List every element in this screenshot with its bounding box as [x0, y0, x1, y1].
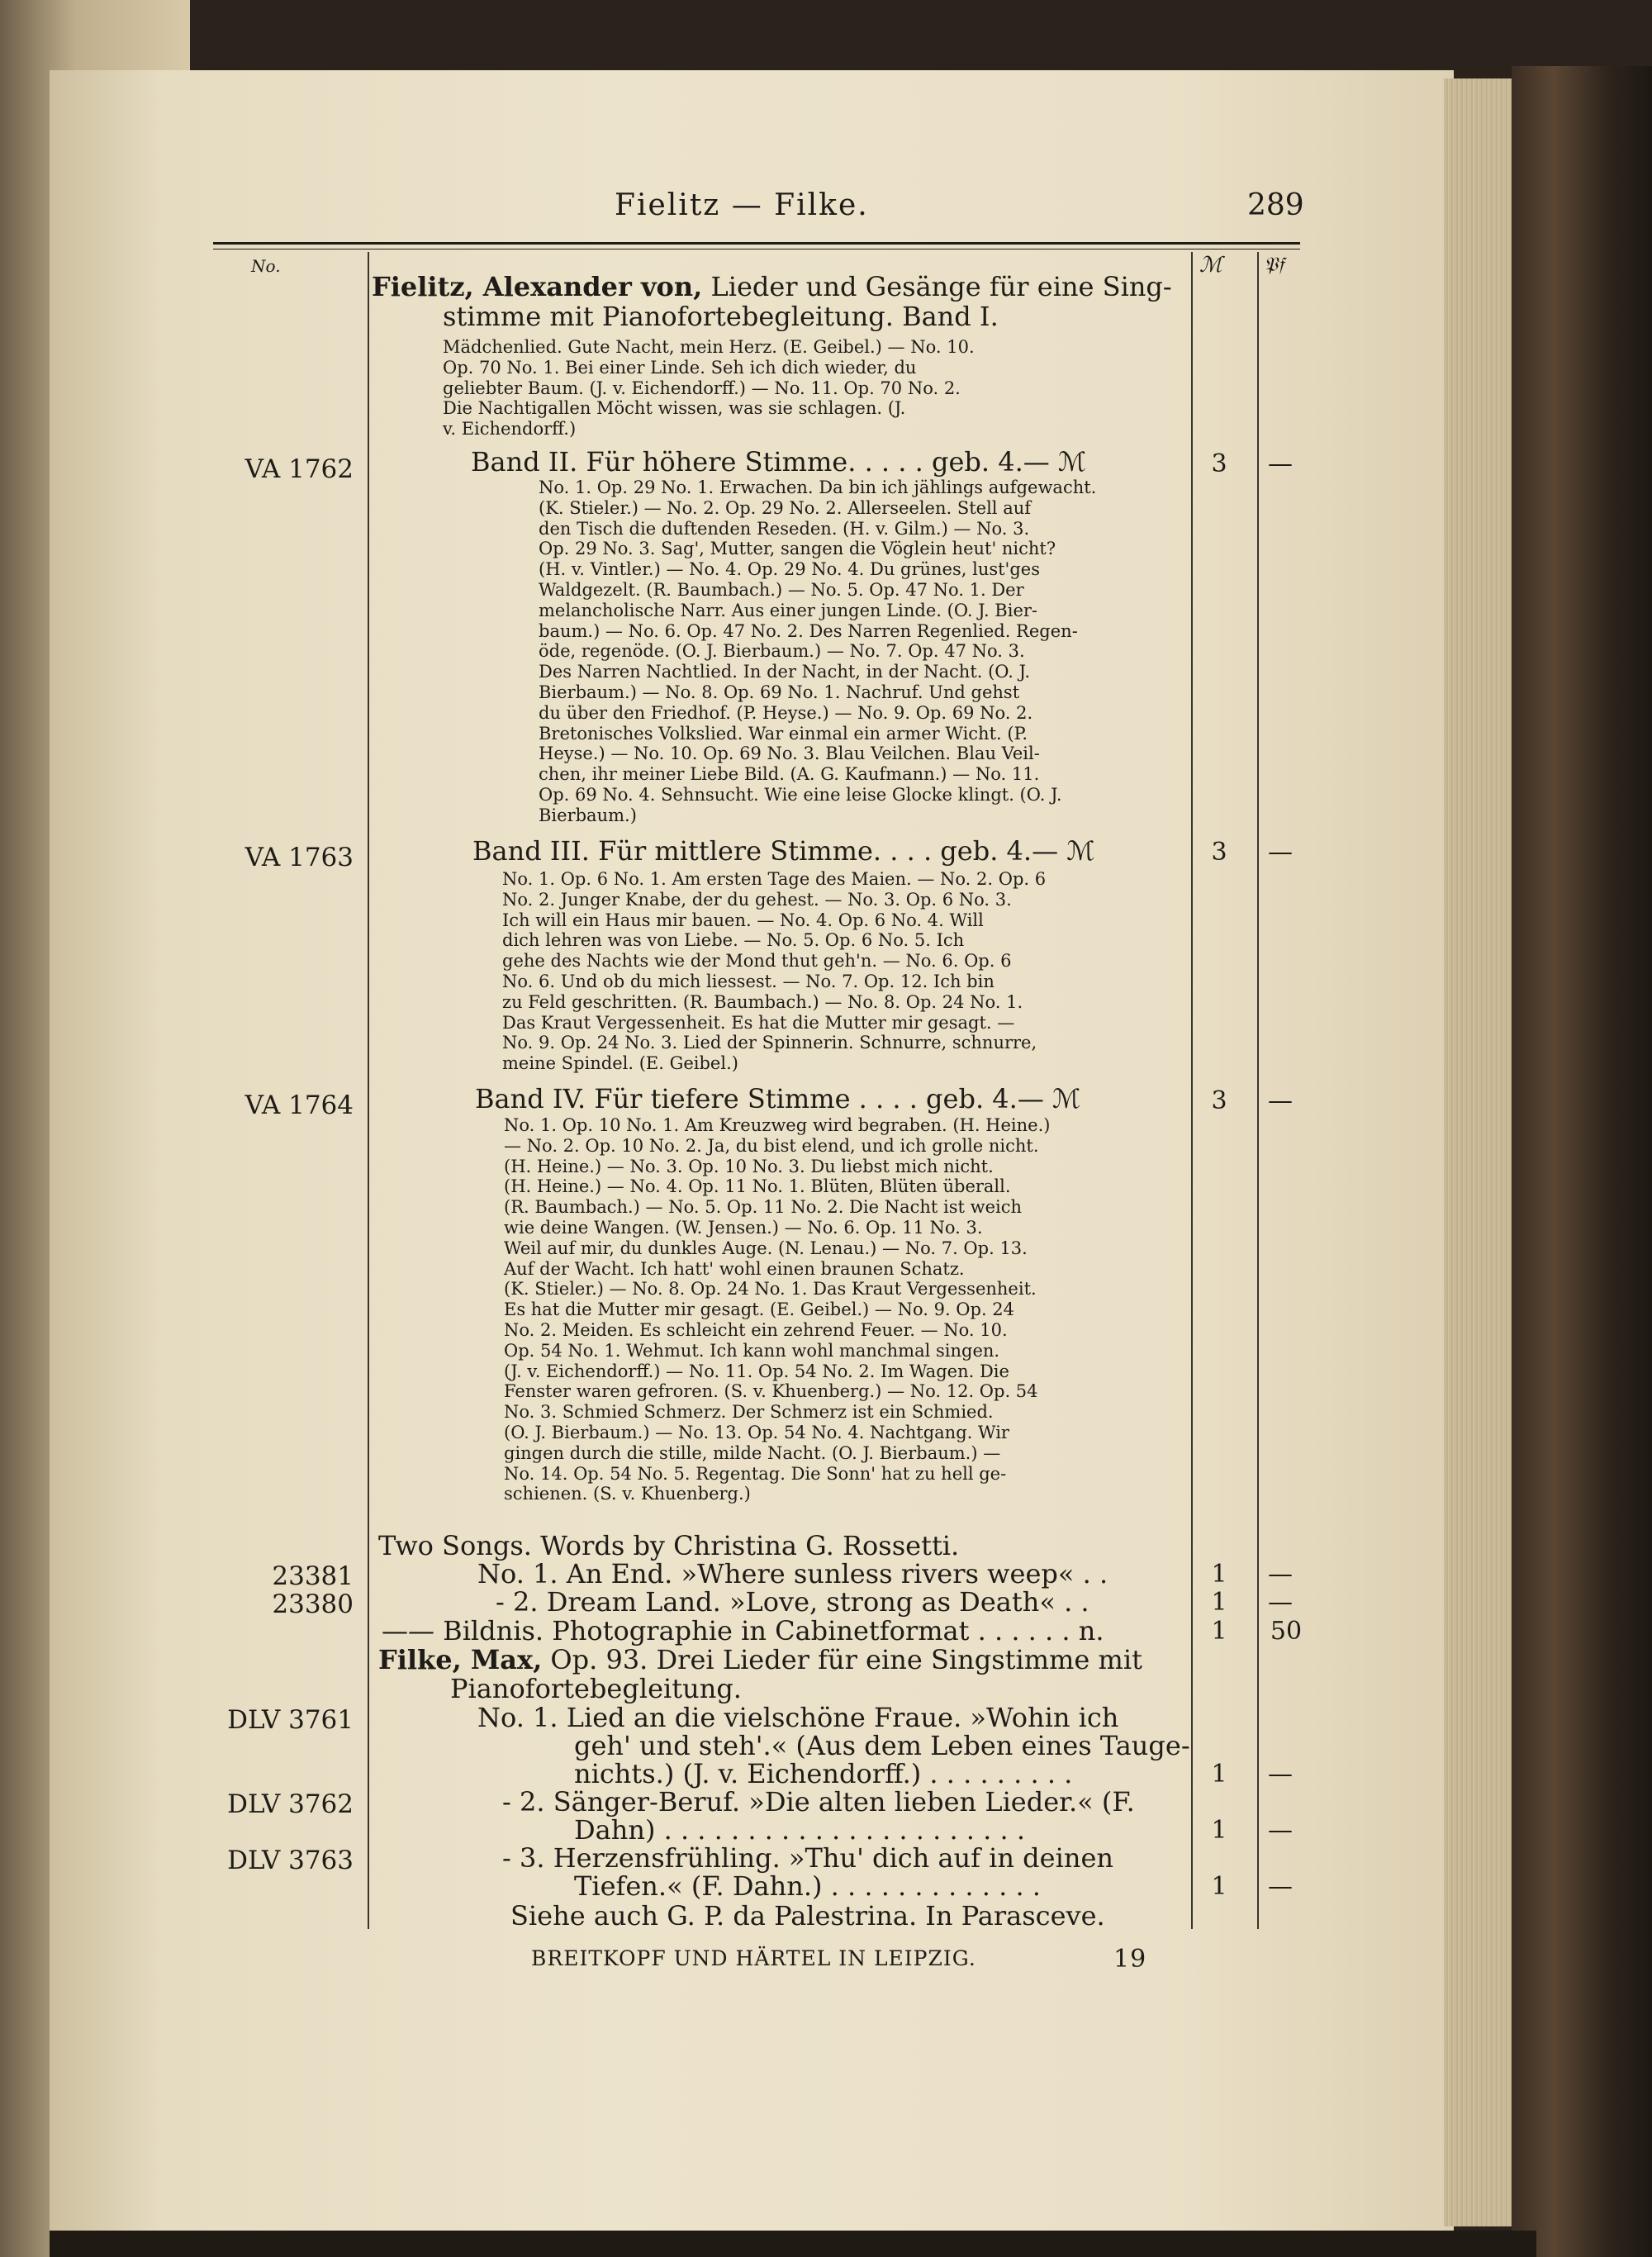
page-number: 289 [1247, 188, 1304, 222]
column-rule-mid [1191, 252, 1193, 1929]
price-mark: 1 [1211, 1872, 1227, 1901]
column-header-mark: ℳ [1199, 253, 1222, 278]
filke-heading: Filke, Max, Op. 93. Drei Lieder für eine Singstimme mit [378, 1644, 1142, 1675]
price-mark: 1 [1211, 1816, 1227, 1845]
composer-name: Filke, Max, [378, 1644, 543, 1675]
catalog-number: DLV 3761 [227, 1705, 354, 1735]
band4-title: Band IV. Für tiefere Stimme . . . . geb. 4.— ℳ [475, 1083, 1081, 1114]
price-pf: — [1268, 449, 1293, 478]
price-mark: 1 [1211, 1617, 1227, 1646]
publisher-footer: BREITKOPF UND HÄRTEL IN LEIPZIG. [531, 1946, 976, 1970]
running-head: Fielitz — Filke. [615, 188, 869, 222]
bildnis-entry: —— Bildnis. Photographie in Cabinetformat . . . . . . n. [382, 1615, 1104, 1646]
filke2-line1: - 2. Sänger-Beruf. »Die alten lieben Lieder.« (F. [502, 1786, 1135, 1817]
catalog-number: 23381 [272, 1561, 354, 1591]
price-pf: — [1268, 1086, 1293, 1115]
price-pf: — [1268, 1872, 1293, 1901]
filke1-line3: nichts.) (J. v. Eichendorff.) . . . . . . . . . [574, 1758, 1073, 1789]
price-mark: 3 [1211, 1086, 1227, 1115]
book-cover-edge [1512, 66, 1652, 2257]
price-mark: 1 [1211, 1560, 1227, 1589]
band2-title: Band II. Für höhere Stimme. . . . . geb. 4.— ℳ [471, 446, 1087, 478]
band4-contents: No. 1. Op. 10 No. 1. Am Kreuzweg wird begraben. (H. Heine.) — No. 2. Op. 10 No. 2. Ja, du bist elend, und ich grolle nicht. (H. Heine.) — No. 3. Op. 10 No. 3. Du liebst mich nicht. (H. Heine.) — No. 4. Op. 11 No. 1. Blüten, Blüten überall. (R. Baumbach.) — No. 5. Op. 11 No. 2. Die Nacht ist weich wie deine Wangen. (W. Jensen.) — No. 6. Op. 11 No. 3. Weil auf mir, du dunkles Auge. (N. Lenau.) — No. 7. Op. 13. Auf der Wacht. Ich hatt' wohl einen braunen Schatz. (K. Stieler.) — No. 8. Op. 24 No. 1. Das Kraut Vergessenheit. Es hat die Mutter mir gesagt. (E. Geibel.) — No. 9. Op. 24 No. 2. Meiden. Es schleicht ein zehrend Feuer. — No. 10. Op. 54 No. 1. Wehmut. Ich kann wohl manchmal singen. (J. v. Eichendorff.) — No. 11. Op. 54 No. 2. Im Wagen. Die Fenster waren gefroren. (S. v. Khuenberg.) — No. 12. Op. 54 No. 3. Schmied Schmerz. Der Schmerz ist ein Schmied. (O. J. Bierbaum.) — No. 13. Op. 54 No. 4. Nachtgang. Wir gingen durch die stille, milde Nacht. (O. J. Bierbaum.) — No. 14. Op. 54 No. 5. Regentag. Die Sonn' hat zu hell ge- schienen. (S. v. Khuenberg.) [504, 1115, 1051, 1504]
price-mark: 1 [1211, 1760, 1227, 1789]
filke2-line2: Dahn) . . . . . . . . . . . . . . . . . . . . . . [574, 1814, 1025, 1846]
song1-title: No. 1. An End. »Where sunless rivers weep« . . [477, 1558, 1108, 1589]
fielitz-heading: Fielitz, Alexander von, Lieder und Gesänge für eine Sing- [372, 271, 1172, 302]
composer-name: Fielitz, Alexander von, [372, 271, 703, 302]
filke3-line2: Tiefen.« (F. Dahn.) . . . . . . . . . . . . . [574, 1870, 1041, 1902]
filke1-line1: No. 1. Lied an die vielschöne Fraue. »Wohin ich [477, 1702, 1119, 1733]
price-mark: 3 [1211, 449, 1227, 478]
filke3-line1: - 3. Herzensfrühling. »Thu' dich auf in deinen [502, 1842, 1113, 1874]
catalog-number: DLV 3762 [227, 1789, 354, 1819]
table-edge [50, 2231, 1536, 2257]
fielitz-heading-line2: stimme mit Pianofortebegleitung. Band I. [443, 301, 999, 332]
catalog-number: VA 1764 [244, 1090, 354, 1120]
catalog-number: 23380 [272, 1589, 354, 1619]
see-also-note: Siehe auch G. P. da Palestrina. In Parasceve. [510, 1900, 1105, 1932]
band3-title: Band III. Für mittlere Stimme. . . . geb. 4.— ℳ [472, 835, 1095, 867]
price-mark: 3 [1211, 838, 1227, 867]
catalog-number: DLV 3763 [227, 1846, 354, 1875]
column-header-pf: 𝔓𝔣 [1264, 253, 1284, 276]
column-rule-left [368, 252, 369, 1929]
band2-contents: No. 1. Op. 29 No. 1. Erwachen. Da bin ich jählings aufgewacht. (K. Stieler.) — No. 2. Op. 29 No. 2. Allerseelen. Stell auf den Tisch die duftenden Reseden. (H. v. Gilm.) — No. 3. Op. 29 No. 3. Sag', Mutter, sangen die Vöglein heut' nicht? (H. v. Vintler.) — No. 4. Op. 29 No. 4. Du grünes, lust'ges Waldgezelt. (R. Baumbach.) — No. 5. Op. 47 No. 1. Der melancholische Narr. Aus einer jungen Linde. (O. J. Bier- baum.) — No. 6. Op. 47 No. 2. Des Narren Regenlied. Regen- öde, regenöde. (O. J. Bierbaum.) — No. 7. Op. 47 No. 3. Des Narren Nachtlied. In der Nacht, in der Nacht. (O. J. Bierbaum.) — No. 8. Op. 69 No. 1. Nachruf. Und gehst du über den Friedhof. (P. Heyse.) — No. 9. Op. 69 No. 2. Bretonisches Volkslied. War einmal ein armer Wicht. (P. Heyse.) — No. 10. Op. 69 No. 3. Blau Veilchen. Blau Veil- chen, ihr meiner Liebe Bild. (A. G. Kaufmann.) — No. 11. Op. 69 No. 4. Sehnsucht. Wie eine leise Glocke klingt. (O. J. Bierbaum.) [539, 478, 1097, 825]
price-mark: 1 [1211, 1588, 1227, 1617]
band3-contents: No. 1. Op. 6 No. 1. Am ersten Tage des Maien. — No. 2. Op. 6 No. 2. Junger Knabe, der du gehest. — No. 3. Op. 6 No. 3. Ich will ein Haus mir bauen. — No. 4. Op. 6 No. 4. Will dich lehren was von Liebe. — No. 5. Op. 6 No. 5. Ich gehe des Nachts wie der Mond thut geh'n. — No. 6. Op. 6 No. 6. Und ob du mich liessest. — No. 7. Op. 12. Ich bin zu Feld geschritten. (R. Baumbach.) — No. 8. Op. 24 No. 1. Das Kraut Vergessenheit. Es hat die Mutter mir gesagt. — No. 9. Op. 24 No. 3. Lied der Spinnerin. Schnurre, schnurre, meine Spindel. (E. Geibel.) [502, 869, 1047, 1074]
column-header-no: No. [251, 256, 281, 276]
two-songs-heading: Two Songs. Words by Christina G. Rossetti. [378, 1530, 960, 1561]
price-pf: — [1268, 1816, 1293, 1845]
price-pf: — [1268, 1588, 1293, 1617]
price-pf: — [1268, 1760, 1293, 1789]
catalog-number: VA 1762 [244, 454, 354, 484]
filke-heading-line2: Pianofortebegleitung. [450, 1673, 742, 1704]
price-pf: 50 [1270, 1617, 1303, 1646]
column-rule-right [1257, 252, 1259, 1929]
filke1-line2: geh' und steh'.« (Aus dem Leben eines Tauge- [574, 1730, 1190, 1761]
head-rule [213, 242, 1300, 245]
song2-title: - 2. Dream Land. »Love, strong as Death« . . [496, 1586, 1089, 1618]
price-pf: — [1268, 1560, 1293, 1589]
band1-contents: Mädchenlied. Gute Nacht, mein Herz. (E. Geibel.) — No. 10. Op. 70 No. 1. Bei einer Linde. Seh ich dich wieder, du geliebter Baum. (J. v. Eichendorff.) — No. 11. Op. 70 No. 2. Die Nachtigallen Möcht wissen, was sie schlagen. (J. v. Eichendorff.) [443, 337, 975, 440]
catalog-number: VA 1763 [244, 843, 354, 872]
signature-mark: 19 [1113, 1945, 1147, 1974]
price-pf: — [1268, 838, 1293, 867]
